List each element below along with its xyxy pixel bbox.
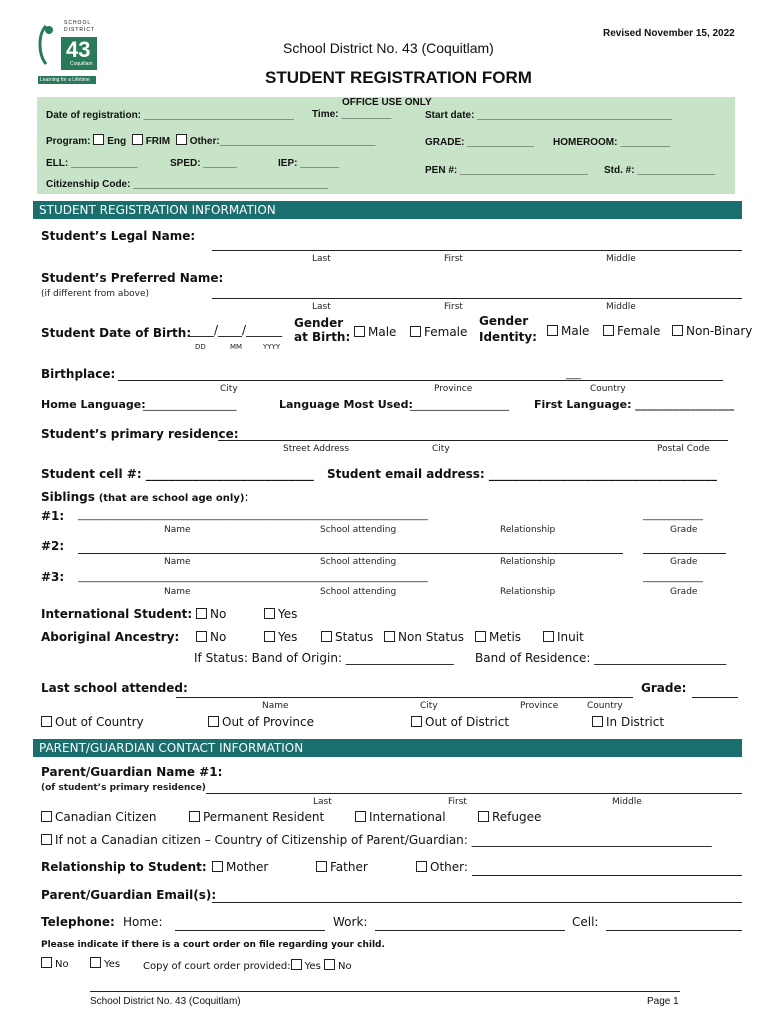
ab-yes-checkbox[interactable] bbox=[264, 631, 275, 642]
s2-relationship-caption: Relationship bbox=[500, 557, 556, 567]
band-of-origin-field[interactable]: If Status: Band of Origin: __________________ bbox=[194, 651, 454, 665]
last-school-line[interactable] bbox=[176, 697, 633, 698]
copy-yes-label: Yes bbox=[304, 961, 321, 972]
s2-grade-caption: Grade bbox=[670, 557, 698, 567]
identity-label: Identity: bbox=[479, 330, 537, 344]
ab-nonstatus-option bbox=[384, 630, 464, 644]
relationship-other-line[interactable] bbox=[472, 875, 742, 876]
legal-middle-caption: Middle bbox=[606, 254, 636, 264]
last-school-label: Last school attended: bbox=[41, 681, 188, 695]
other-line[interactable]: ____________________________ bbox=[219, 136, 376, 147]
last-school-grade-line[interactable] bbox=[692, 697, 738, 698]
ab-status-option bbox=[321, 630, 373, 644]
home-language-label: Home Language: bbox=[41, 398, 146, 411]
other-option bbox=[416, 860, 468, 874]
frim-checkbox[interactable] bbox=[132, 134, 143, 145]
relationship-label: Relationship to Student: bbox=[41, 860, 207, 874]
parent-name-label: Parent/Guardian Name #1: bbox=[41, 765, 223, 779]
gender-birth-label: Gender bbox=[294, 316, 344, 330]
court-no-checkbox[interactable] bbox=[41, 957, 52, 968]
office-time[interactable]: Time: _________ bbox=[312, 109, 392, 120]
yyyy-caption: YYYY bbox=[263, 343, 281, 351]
office-title: OFFICE USE ONLY bbox=[342, 97, 432, 108]
logo-tagline: Learning for a Lifetime bbox=[40, 77, 90, 83]
parent-email-label: Parent/Guardian Email(s): bbox=[41, 888, 217, 902]
copy-provided bbox=[143, 959, 352, 972]
identity-nonbinary-checkbox[interactable] bbox=[672, 325, 683, 336]
mother-option bbox=[212, 860, 268, 874]
permanent-resident-checkbox[interactable] bbox=[189, 811, 200, 822]
sibling-2-label: #2: bbox=[41, 539, 65, 553]
ls-city-caption: City bbox=[420, 701, 438, 711]
ab-status-checkbox[interactable] bbox=[321, 631, 332, 642]
bp-country-caption: Country bbox=[590, 384, 626, 394]
office-iep[interactable]: IEP: _______ bbox=[278, 158, 340, 169]
father-label: Father bbox=[330, 860, 368, 874]
birth-female-option bbox=[410, 325, 467, 339]
student-section-header: STUDENT REGISTRATION INFORMATION bbox=[33, 201, 742, 219]
s1-relationship-caption: Relationship bbox=[500, 525, 556, 535]
out-of-province-label: Out of Province bbox=[222, 715, 315, 729]
ab-no-label: No bbox=[210, 630, 227, 644]
identity-female-option bbox=[603, 324, 660, 338]
primary-residence-label: Student’s primary residence: bbox=[41, 427, 239, 441]
office-start-date[interactable]: Start date: ___________________________________ bbox=[425, 110, 672, 121]
cell-phone-line[interactable] bbox=[606, 930, 742, 931]
permanent-resident-label: Permanent Resident bbox=[203, 810, 325, 824]
sibling-3-label: #3: bbox=[41, 570, 65, 584]
footer-district: School District No. 43 (Coquitlam) bbox=[90, 996, 241, 1007]
siblings-colon: : bbox=[244, 490, 249, 504]
ab-no-option bbox=[196, 630, 226, 644]
court-yes-checkbox[interactable] bbox=[90, 957, 101, 968]
copy-provided-label: Copy of court order provided: bbox=[143, 961, 291, 972]
in-district-checkbox[interactable] bbox=[592, 716, 603, 727]
birth-female-label: Female bbox=[424, 325, 468, 339]
ab-nonstatus-label: Non Status bbox=[398, 630, 464, 644]
postal-caption: Postal Code bbox=[657, 444, 710, 454]
home-phone-label: Home: bbox=[123, 915, 163, 929]
birthplace-label: Birthplace: bbox=[41, 367, 116, 381]
primary-residence-line[interactable] bbox=[218, 440, 728, 441]
court-yes-label: Yes bbox=[104, 959, 121, 970]
footer-page-number: Page 1 bbox=[647, 996, 679, 1007]
s2-school-caption: School attending bbox=[320, 557, 397, 567]
birth-male-option bbox=[354, 325, 396, 339]
court-no-label: No bbox=[55, 959, 69, 970]
parent-name-line[interactable] bbox=[206, 793, 742, 794]
birthplace-line[interactable] bbox=[118, 380, 723, 381]
not-canadian-checkbox[interactable] bbox=[41, 834, 52, 845]
grade-label: Grade: bbox=[641, 681, 687, 695]
preferred-name-label: Student’s Preferred Name: bbox=[41, 271, 224, 285]
ab-inuit-option bbox=[543, 630, 584, 644]
logo-line2: DISTRICT bbox=[64, 27, 96, 33]
dd-caption: DD bbox=[195, 343, 206, 351]
copy-no-checkbox[interactable] bbox=[324, 959, 335, 970]
office-grade[interactable]: GRADE: ____________ bbox=[425, 137, 534, 148]
sibling-2-line[interactable] bbox=[78, 553, 623, 554]
form-title: STUDENT REGISTRATION FORM bbox=[265, 68, 532, 87]
copy-yes-checkbox[interactable] bbox=[291, 959, 302, 970]
s1-school-caption: School attending bbox=[320, 525, 397, 535]
ab-metis-option bbox=[475, 630, 521, 644]
parent-section-header: PARENT/GUARDIAN CONTACT INFORMATION bbox=[33, 739, 742, 757]
father-option bbox=[316, 860, 368, 874]
out-of-district-label: Out of District bbox=[425, 715, 510, 729]
other-label: Other: bbox=[189, 136, 220, 147]
copy-no-label: No bbox=[338, 961, 352, 972]
ab-inuit-checkbox[interactable] bbox=[543, 631, 554, 642]
office-homeroom[interactable]: HOMEROOM: _________ bbox=[553, 137, 671, 148]
permanent-resident-option bbox=[189, 810, 324, 824]
revised-date: Revised November 15, 2022 bbox=[603, 28, 735, 39]
international-student-label: International Student: bbox=[41, 607, 193, 621]
parent-email-line[interactable] bbox=[212, 902, 742, 903]
in-district-label: In District bbox=[606, 715, 665, 729]
pref-middle-caption: Middle bbox=[606, 302, 636, 312]
language-most-used-label: Language Most Used: bbox=[279, 398, 413, 411]
out-of-province-checkbox[interactable] bbox=[208, 716, 219, 727]
siblings-note: (that are school age only) bbox=[98, 493, 245, 504]
ls-name-caption: Name bbox=[262, 701, 289, 711]
canadian-citizen-label: Canadian Citizen bbox=[55, 810, 157, 824]
ab-metis-checkbox[interactable] bbox=[475, 631, 486, 642]
ls-province-caption: Province bbox=[520, 701, 559, 711]
relationship-other-checkbox[interactable] bbox=[416, 861, 427, 872]
other-checkbox[interactable] bbox=[176, 134, 187, 145]
office-ell[interactable]: ELL: ____________ bbox=[46, 158, 138, 169]
dob-field[interactable]: ____/____/______ bbox=[190, 323, 283, 337]
out-of-country-label: Out of Country bbox=[55, 715, 144, 729]
bp-province-caption: Province bbox=[434, 384, 473, 394]
district-logo bbox=[36, 20, 98, 84]
work-phone-line[interactable] bbox=[375, 930, 565, 931]
language-most-used-field[interactable]: __________________ bbox=[410, 398, 509, 411]
parent-first-caption: First bbox=[448, 797, 467, 807]
refugee-option bbox=[478, 810, 541, 824]
student-email-field[interactable]: Student email address: ______________________________________ bbox=[327, 467, 717, 481]
identity-male-checkbox[interactable] bbox=[547, 325, 558, 336]
not-canadian-option bbox=[41, 833, 712, 847]
district-name: School District No. 43 (Coquitlam) bbox=[283, 40, 494, 56]
s1-grade-caption: Grade bbox=[670, 525, 698, 535]
intl-yes-option bbox=[264, 607, 297, 621]
identity-male-option bbox=[547, 324, 589, 338]
court-order-note: Please indicate if there is a court order on file regarding your child. bbox=[41, 940, 385, 950]
canadian-citizen-option bbox=[41, 810, 156, 824]
office-std[interactable]: Std. #: ______________ bbox=[604, 165, 716, 176]
program-label: Program: bbox=[46, 136, 91, 147]
identity-female-label: Female bbox=[617, 324, 661, 338]
first-language-field[interactable]: First Language: __________________ bbox=[534, 398, 735, 411]
birthplace-dash: ___ bbox=[566, 369, 581, 380]
sibling-3-line[interactable]: ______________________________________________________________________ bbox=[78, 572, 428, 583]
international-label: International bbox=[369, 810, 446, 824]
office-pen[interactable]: PEN #: _______________________ bbox=[425, 165, 588, 176]
international-option bbox=[355, 810, 446, 824]
at-birth-label: at Birth: bbox=[294, 330, 351, 344]
s3-grade-caption: Grade bbox=[670, 587, 698, 597]
out-of-country-checkbox[interactable] bbox=[41, 716, 52, 727]
identity-nonbinary-label: Non-Binary bbox=[686, 324, 753, 338]
legal-name-line[interactable] bbox=[212, 250, 742, 251]
court-no-option bbox=[41, 957, 69, 970]
date-of-registration[interactable]: Date of registration: ___________________________ bbox=[46, 110, 294, 121]
out-of-district-checkbox[interactable] bbox=[411, 716, 422, 727]
intl-yes-checkbox[interactable] bbox=[264, 608, 275, 619]
not-canadian-label[interactable]: If not a Canadian citizen – Country of Citizenship of Parent/Guardian: ________________________________________ bbox=[55, 833, 712, 847]
telephone-label: Telephone: bbox=[41, 915, 115, 929]
logo-line1: SCHOOL bbox=[64, 20, 92, 26]
logo-place: Coquitlam bbox=[70, 61, 93, 67]
dob-label: Student Date of Birth: bbox=[41, 326, 192, 340]
band-of-residence-field[interactable]: Band of Residence: ______________________ bbox=[475, 651, 727, 665]
s2-name-caption: Name bbox=[164, 557, 191, 567]
identity-nonbinary-option bbox=[672, 324, 752, 338]
ls-country-caption: Country bbox=[587, 701, 623, 711]
birth-female-checkbox[interactable] bbox=[410, 326, 421, 337]
refugee-checkbox[interactable] bbox=[478, 811, 489, 822]
preferred-name-line[interactable] bbox=[212, 298, 742, 299]
in-district-option bbox=[592, 715, 664, 729]
mother-checkbox[interactable] bbox=[212, 861, 223, 872]
sibling-3-grade[interactable]: ____________ bbox=[643, 572, 703, 583]
sibling-1-label: #1: bbox=[41, 509, 65, 523]
frim-label: FRIM bbox=[145, 136, 171, 147]
legal-first-caption: First bbox=[444, 254, 463, 264]
office-citizenship[interactable]: Citizenship Code: ___________________________________ bbox=[46, 179, 328, 190]
if-different-note: (if different from above) bbox=[41, 289, 150, 299]
s3-name-caption: Name bbox=[164, 587, 191, 597]
mm-caption: MM bbox=[230, 343, 243, 351]
ab-inuit-label: Inuit bbox=[557, 630, 584, 644]
work-phone-label: Work: bbox=[333, 915, 368, 929]
birth-male-checkbox[interactable] bbox=[354, 326, 365, 337]
ab-nonstatus-checkbox[interactable] bbox=[384, 631, 395, 642]
home-language-field[interactable]: _________________ bbox=[143, 398, 237, 411]
intl-no-checkbox[interactable] bbox=[196, 608, 207, 619]
sibling-2-grade[interactable] bbox=[643, 553, 726, 554]
siblings-label bbox=[41, 490, 248, 504]
intl-no-option bbox=[196, 607, 226, 621]
office-sped[interactable]: SPED: ______ bbox=[170, 158, 237, 169]
ab-status-label: Status bbox=[335, 630, 374, 644]
parent-middle-caption: Middle bbox=[612, 797, 642, 807]
out-of-country-option bbox=[41, 715, 144, 729]
identity-male-label: Male bbox=[561, 324, 590, 338]
pref-last-caption: Last bbox=[312, 302, 331, 312]
legal-last-caption: Last bbox=[312, 254, 331, 264]
sibling-1-line[interactable]: ______________________________________________________________________ bbox=[78, 510, 428, 521]
street-caption: Street Address bbox=[283, 444, 350, 454]
res-city-caption: City bbox=[432, 444, 450, 454]
sibling-1-grade[interactable]: ____________ bbox=[643, 510, 703, 521]
cell-phone-label: Cell: bbox=[572, 915, 599, 929]
identity-female-checkbox[interactable] bbox=[603, 325, 614, 336]
of-primary-note: (of student’s primary residence) bbox=[41, 783, 206, 793]
international-checkbox[interactable] bbox=[355, 811, 366, 822]
student-cell-field[interactable]: Student cell #: ____________________________ bbox=[41, 467, 314, 481]
ab-yes-option bbox=[264, 630, 297, 644]
ab-yes-label: Yes bbox=[278, 630, 298, 644]
court-yes-option bbox=[90, 957, 120, 970]
father-checkbox[interactable] bbox=[316, 861, 327, 872]
eng-label: Eng bbox=[107, 136, 127, 147]
s1-name-caption: Name bbox=[164, 525, 191, 535]
eng-checkbox[interactable] bbox=[93, 134, 104, 145]
mother-label: Mother bbox=[226, 860, 269, 874]
s3-relationship-caption: Relationship bbox=[500, 587, 556, 597]
refugee-label: Refugee bbox=[492, 810, 542, 824]
out-of-district-option bbox=[411, 715, 509, 729]
canadian-citizen-checkbox[interactable] bbox=[41, 811, 52, 822]
pref-first-caption: First bbox=[444, 302, 463, 312]
gender-identity-label: Gender bbox=[479, 314, 529, 328]
office-program bbox=[46, 134, 375, 147]
intl-yes-label: Yes bbox=[278, 607, 298, 621]
footer-rule bbox=[90, 991, 680, 992]
birth-male-label: Male bbox=[368, 325, 397, 339]
ab-no-checkbox[interactable] bbox=[196, 631, 207, 642]
parent-last-caption: Last bbox=[313, 797, 332, 807]
aboriginal-label: Aboriginal Ancestry: bbox=[41, 630, 180, 644]
home-phone-line[interactable] bbox=[175, 930, 325, 931]
legal-name-label: Student’s Legal Name: bbox=[41, 229, 196, 243]
siblings-title: Siblings bbox=[41, 490, 95, 504]
out-of-province-option bbox=[208, 715, 314, 729]
intl-no-label: No bbox=[210, 607, 227, 621]
bp-city-caption: City bbox=[220, 384, 238, 394]
s3-school-caption: School attending bbox=[320, 587, 397, 597]
relationship-other-label: Other: bbox=[430, 860, 468, 874]
ab-metis-label: Metis bbox=[489, 630, 522, 644]
logo-number: 43 bbox=[66, 37, 91, 62]
